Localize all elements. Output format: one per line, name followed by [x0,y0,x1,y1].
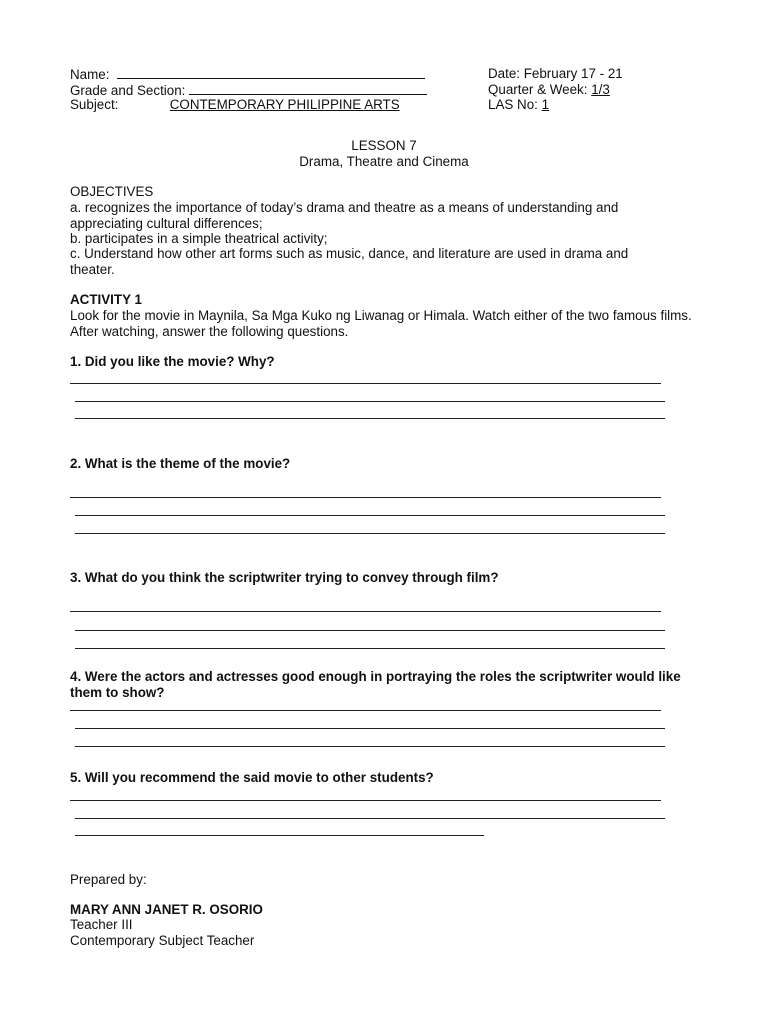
answer-line[interactable] [70,497,661,498]
las-label: LAS No: [488,97,538,112]
prepared-by-label: Prepared by: [70,872,147,887]
answer-line[interactable] [75,648,665,649]
question-1: 1. Did you like the movie? Why? [70,354,275,369]
answer-line[interactable] [75,630,665,631]
answer-line[interactable] [75,818,665,819]
answer-line[interactable] [70,710,661,711]
subject-label: Subject: [70,97,119,112]
objective-c: c. Understand how other art forms such as music, dance, and literature are used in drama and theater. [70,246,629,277]
subject-value: CONTEMPORARY PHILIPPINE ARTS [169,97,400,112]
answer-line[interactable] [70,383,661,384]
objective-a: a. recognizes the importance of today’s drama and theatre as a means of understanding and appreciating cultural differences; [70,200,619,231]
grade-section-label: Grade and Section: [70,83,186,98]
answer-line[interactable] [75,418,665,419]
grade-section-field[interactable] [189,82,427,95]
objectives-heading: OBJECTIVES [70,184,154,199]
teacher-role: Contemporary Subject Teacher [70,933,255,948]
answer-line[interactable] [70,800,661,801]
date-text: Date: February 17 - 21 [488,66,623,81]
objective-b: b. participates in a simple theatrical activity; [70,231,328,246]
answer-line[interactable] [75,746,665,747]
question-3: 3. What do you think the scriptwriter trying to convey through film? [70,570,499,585]
teacher-name: MARY ANN JANET R. OSORIO [70,902,263,917]
quarter-label: Quarter & Week: [488,82,588,97]
answer-line[interactable] [75,728,665,729]
subject-row [70,97,430,113]
question-2: 2. What is the theme of the movie? [70,456,291,471]
activity-heading: ACTIVITY 1 [70,292,142,307]
lesson-title: Drama, Theatre and Cinema [299,154,469,169]
las-number [488,97,549,113]
name-label: Name: [70,67,110,82]
question-4: 4. Were the actors and actresses good enough in portraying the roles the scriptwriter would like them to show? [70,669,681,700]
quarter-value: 1/3 [591,82,610,97]
activity-instructions: Look for the movie in Maynila, Sa Mga Kuko ng Liwanag or Himala. Watch either of the two famous films. After watching, answer the following questions. [70,308,692,339]
answer-line[interactable] [75,515,665,516]
answer-line[interactable] [75,401,665,402]
answer-line[interactable] [70,611,661,612]
name-field[interactable] [117,66,425,79]
quarter-week [488,82,610,98]
question-5: 5. Will you recommend the said movie to other students? [70,770,434,785]
lesson-number: LESSON 7 [351,138,417,153]
answer-line[interactable] [75,533,665,534]
las-value: 1 [541,97,550,112]
answer-line[interactable] [75,835,484,836]
name-row [70,66,425,83]
teacher-position: Teacher III [70,917,133,932]
